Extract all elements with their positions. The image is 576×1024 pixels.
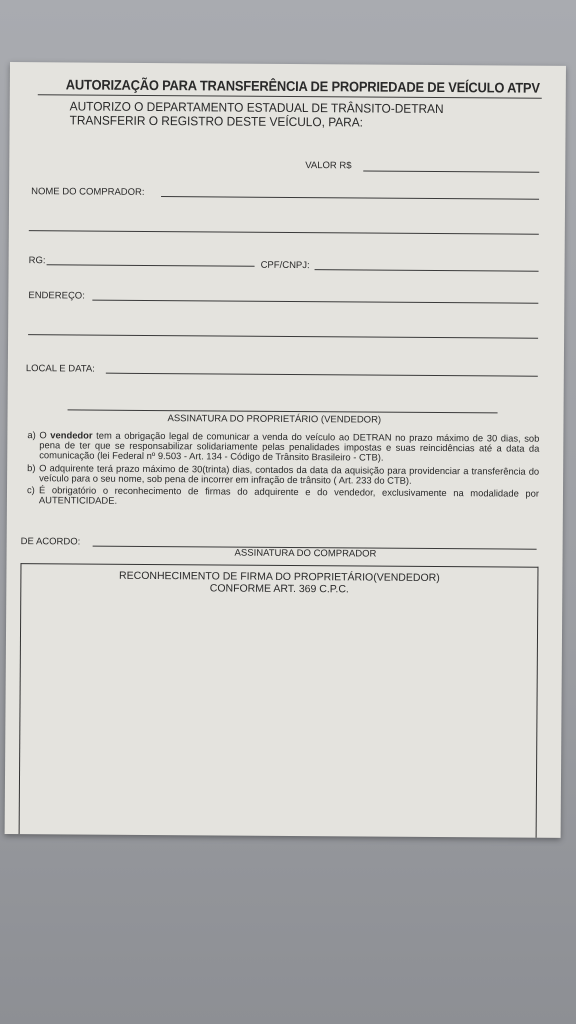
endereco-field[interactable] bbox=[92, 300, 538, 304]
cpf-cnpj-field[interactable] bbox=[315, 269, 539, 272]
de-acordo-label: DE ACORDO: bbox=[20, 536, 81, 548]
clause-a-letter: a) bbox=[27, 429, 36, 441]
clause-b-text: O adquirente terá prazo máximo de 30(trinta) dias, contados da data da aquisição para providenciar a transferência do veículo para o seu nome, sob pena de incorrer em infração de trânsito ( Art. 233 do CTB). bbox=[39, 461, 540, 486]
firma-recognition-box bbox=[18, 563, 538, 838]
rg-label: RG: bbox=[28, 255, 46, 267]
subtitle-line-2: TRANSFERIR O REGISTRO DESTE VEÍCULO, PARA: bbox=[69, 113, 364, 130]
owner-signature-line[interactable] bbox=[68, 409, 498, 413]
nome-comprador-field[interactable] bbox=[161, 196, 539, 200]
endereco-label: ENDEREÇO: bbox=[28, 290, 85, 302]
subtitle-line-1: AUTORIZO O DEPARTAMENTO ESTADUAL DE TRÂNSITO-DETRAN bbox=[69, 99, 444, 117]
buyer-signature-caption: ASSINATURA DO COMPRADOR bbox=[234, 547, 377, 560]
firma-recognition-line-2: CONFORME ART. 369 C.P.C. bbox=[209, 582, 349, 596]
local-data-label: LOCAL E DATA: bbox=[25, 363, 95, 375]
clause-b bbox=[27, 463, 539, 487]
clause-c-letter: c) bbox=[26, 484, 35, 496]
legal-clauses bbox=[27, 430, 540, 511]
firma-recognition-line-1: RECONHECIMENTO DE FIRMA DO PROPRIETÁRIO(VENDEDOR) bbox=[119, 569, 440, 585]
endereco-field-line-2[interactable] bbox=[28, 334, 538, 339]
form-title: AUTORIZAÇÃO PARA TRANSFERÊNCIA DE PROPRIEDADE DE VEÍCULO ATPV bbox=[65, 76, 540, 96]
nome-comprador-label: NOME DO COMPRADOR: bbox=[31, 186, 145, 198]
clause-b-letter: b) bbox=[27, 461, 36, 473]
rg-field[interactable] bbox=[47, 264, 255, 266]
cpf-cnpj-label: CPF/CNPJ: bbox=[260, 259, 310, 272]
nome-comprador-field-line-2[interactable] bbox=[29, 230, 539, 235]
atpv-form-paper bbox=[5, 62, 566, 838]
clause-a-body: tem a obrigação legal de comunicar a venda do veículo ao DETRAN no prazo máximo de 30 dias, sob pena de ter que se responsabilizar solidariamente pelas penalidades impostas e suas reincidências até a data da comunicação (lei Federal nº 9.503 - Art. 134 - Código de Trânsito Brasileiro - CTB). bbox=[39, 429, 540, 464]
local-data-field[interactable] bbox=[106, 373, 538, 377]
clause-a-pre: O bbox=[39, 429, 51, 441]
firma-recognition-title bbox=[21, 569, 537, 597]
valor-label: VALOR R$ bbox=[305, 160, 352, 172]
form-subtitle bbox=[70, 99, 444, 130]
owner-signature-caption: ASSINATURA DO PROPRIETÁRIO (VENDEDOR) bbox=[167, 413, 382, 426]
valor-field[interactable] bbox=[363, 170, 539, 172]
clause-c-text: É obrigatório o reconhecimento de firmas do adquirente e do vendedor, exclusivamente na modalidade por AUTENTICIDADE. bbox=[38, 484, 540, 506]
clause-a-text bbox=[39, 430, 539, 464]
clause-a-bold: vendedor bbox=[50, 429, 93, 441]
clause-a bbox=[27, 430, 539, 464]
clause-c bbox=[27, 485, 539, 509]
